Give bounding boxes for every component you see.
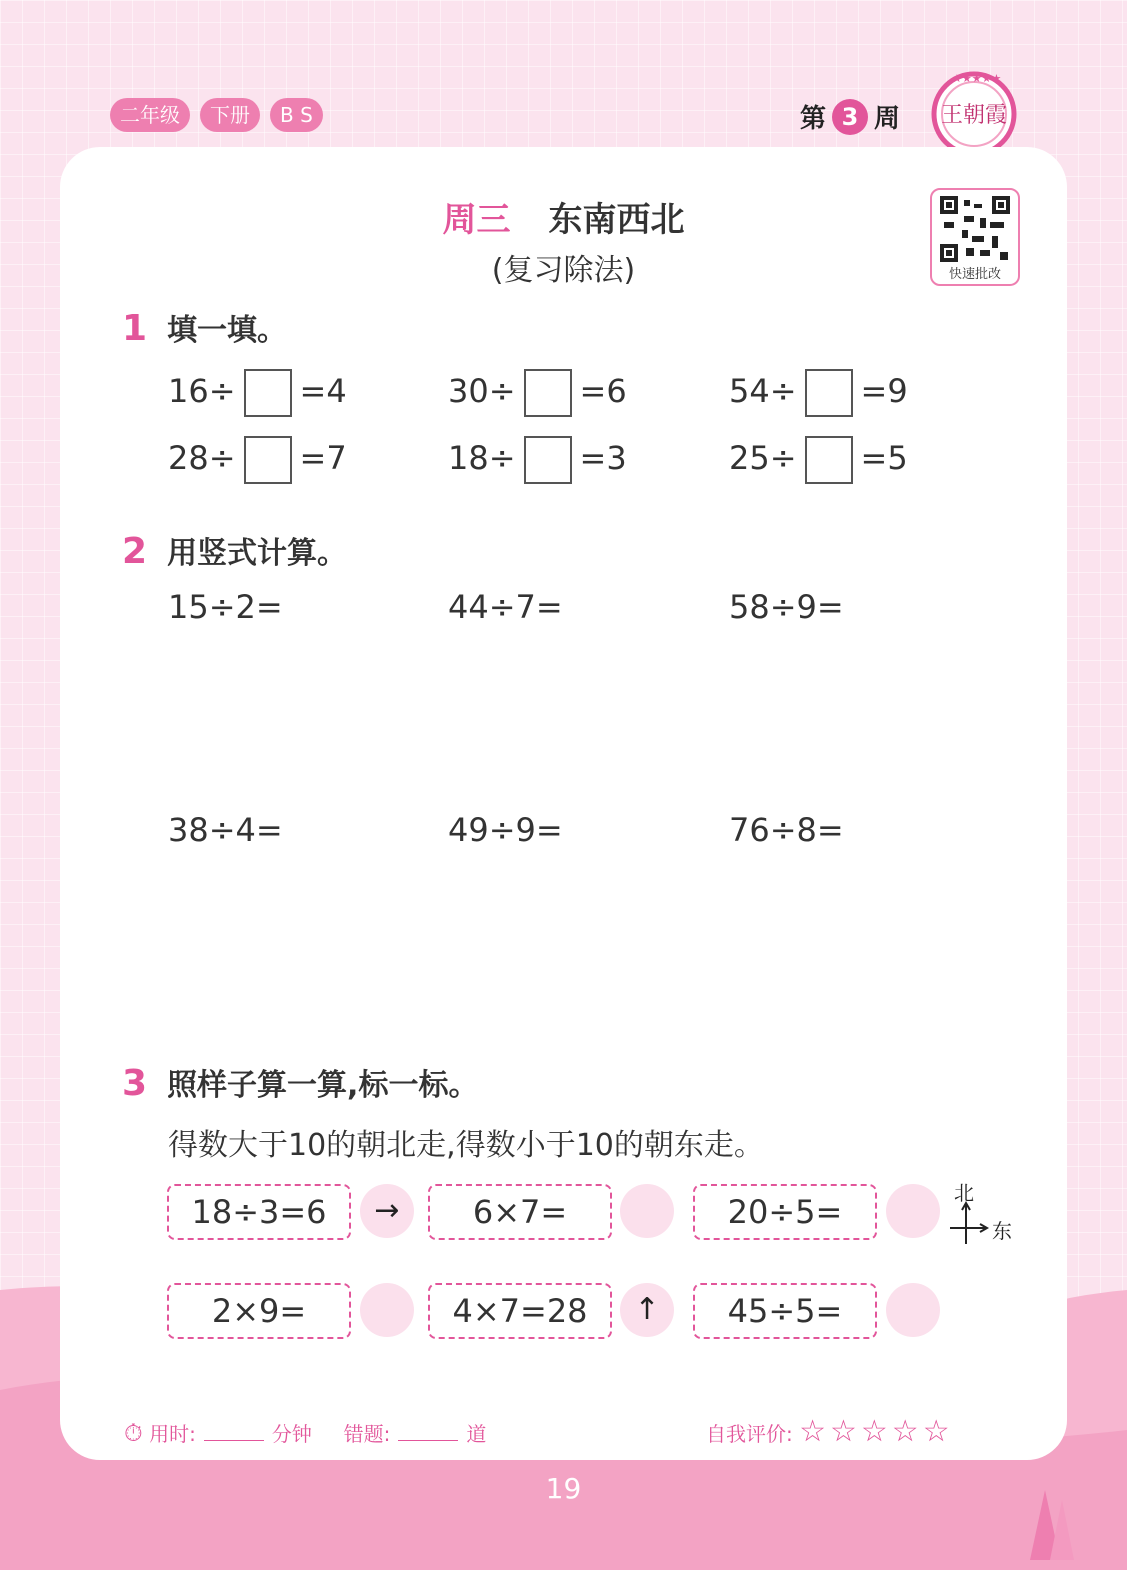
fill-blank-item xyxy=(168,369,347,417)
fill-blank-item xyxy=(448,436,627,484)
division-problem: 49÷9= xyxy=(448,811,563,849)
division-problem: 58÷9= xyxy=(729,588,844,626)
section-2-heading xyxy=(122,528,347,572)
time-blank[interactable] xyxy=(204,1440,264,1441)
week-suffix: 周 xyxy=(874,104,901,134)
answer-box[interactable] xyxy=(524,436,572,484)
direction-circle[interactable] xyxy=(620,1184,674,1238)
expression-box: 20÷5= xyxy=(693,1184,877,1240)
expression-right: =5 xyxy=(860,439,908,477)
section-1-title: 填一填。 xyxy=(167,313,288,348)
compass-east: 东 xyxy=(992,1219,1012,1243)
week-number: 3 xyxy=(832,99,868,135)
expression-box: 4×7=28 xyxy=(428,1283,612,1339)
svg-text:★★★★★: ★★★★★ xyxy=(952,72,1002,85)
fill-blank-item xyxy=(168,436,347,484)
grade-tag: 二年级 xyxy=(110,98,190,132)
division-problem: 76÷8= xyxy=(729,811,844,849)
expression-right: =6 xyxy=(579,372,627,410)
direction-circle[interactable] xyxy=(886,1283,940,1337)
grade-tags xyxy=(110,98,323,132)
time-error-footer xyxy=(124,1418,486,1447)
expression-left: 16÷ xyxy=(168,372,236,410)
compass-north: 北 xyxy=(954,1181,974,1205)
answer-box[interactable] xyxy=(524,369,572,417)
section-3-title: 照样子算一算,标一标。 xyxy=(167,1068,479,1103)
qr-code[interactable] xyxy=(930,188,1020,286)
direction-circle[interactable]: → xyxy=(360,1184,414,1238)
expression-box: 45÷5= xyxy=(693,1283,877,1339)
expression-right: =9 xyxy=(860,372,908,410)
stopwatch-icon: ⏱ xyxy=(124,1419,143,1447)
answer-box[interactable] xyxy=(805,369,853,417)
qr-label: 快速批改 xyxy=(948,267,1001,282)
topic-label: 东南西北 xyxy=(548,200,685,240)
fill-blank-item xyxy=(729,436,908,484)
answer-box[interactable] xyxy=(805,436,853,484)
expression-box: 6×7= xyxy=(428,1184,612,1240)
answer-box[interactable] xyxy=(244,369,292,417)
expression-box: 18÷3=6 xyxy=(167,1184,351,1240)
expression-right: =3 xyxy=(579,439,627,477)
direction-circle[interactable] xyxy=(886,1184,940,1238)
expression-left: 25÷ xyxy=(729,439,797,477)
errors-unit: 道 xyxy=(466,1422,487,1446)
section-3-instruction: 得数大于10的朝北走,得数小于10的朝东走。 xyxy=(168,1128,764,1163)
section-1-heading xyxy=(122,305,287,349)
expression-left: 30÷ xyxy=(448,372,516,410)
section-3-heading xyxy=(122,1060,478,1104)
section-3-number: 3 xyxy=(122,1063,148,1104)
expression-left: 18÷ xyxy=(448,439,516,477)
expression-left: 54÷ xyxy=(729,372,797,410)
rating-stars[interactable]: ☆☆☆☆☆ xyxy=(799,1414,954,1449)
direction-circle[interactable] xyxy=(360,1283,414,1337)
logo-text: 王朝霞 xyxy=(940,103,1008,128)
division-problem: 44÷7= xyxy=(448,588,563,626)
section-2-number: 2 xyxy=(122,531,148,572)
day-label: 周三 xyxy=(442,200,511,240)
section-2-title: 用竖式计算。 xyxy=(167,536,348,571)
answer-box[interactable] xyxy=(244,436,292,484)
division-problem: 15÷2= xyxy=(168,588,283,626)
division-problem: 38÷4= xyxy=(168,811,283,849)
rating-label: 自我评价: xyxy=(706,1422,793,1446)
expression-box: 2×9= xyxy=(167,1283,351,1339)
time-unit: 分钟 xyxy=(271,1422,312,1446)
page-number: 19 xyxy=(545,1472,582,1505)
week-indicator xyxy=(800,98,900,135)
page-subtitle: (复习除法) xyxy=(491,253,636,288)
fill-blank-item xyxy=(729,369,908,417)
volume-tag: 下册 xyxy=(200,98,260,132)
fill-blank-item xyxy=(448,369,627,417)
self-rating xyxy=(706,1414,954,1449)
direction-circle[interactable]: ↑ xyxy=(620,1283,674,1337)
edition-tag: B S xyxy=(270,98,323,132)
week-prefix: 第 xyxy=(800,104,827,134)
qr-pattern xyxy=(940,196,1010,262)
errors-label: 错题: xyxy=(343,1422,391,1446)
expression-right: =4 xyxy=(299,372,347,410)
compass-icon xyxy=(946,1180,1026,1250)
errors-blank[interactable] xyxy=(398,1440,458,1441)
expression-left: 28÷ xyxy=(168,439,236,477)
expression-right: =7 xyxy=(299,439,347,477)
section-1-number: 1 xyxy=(122,308,148,349)
time-label: 用时: xyxy=(149,1422,196,1446)
